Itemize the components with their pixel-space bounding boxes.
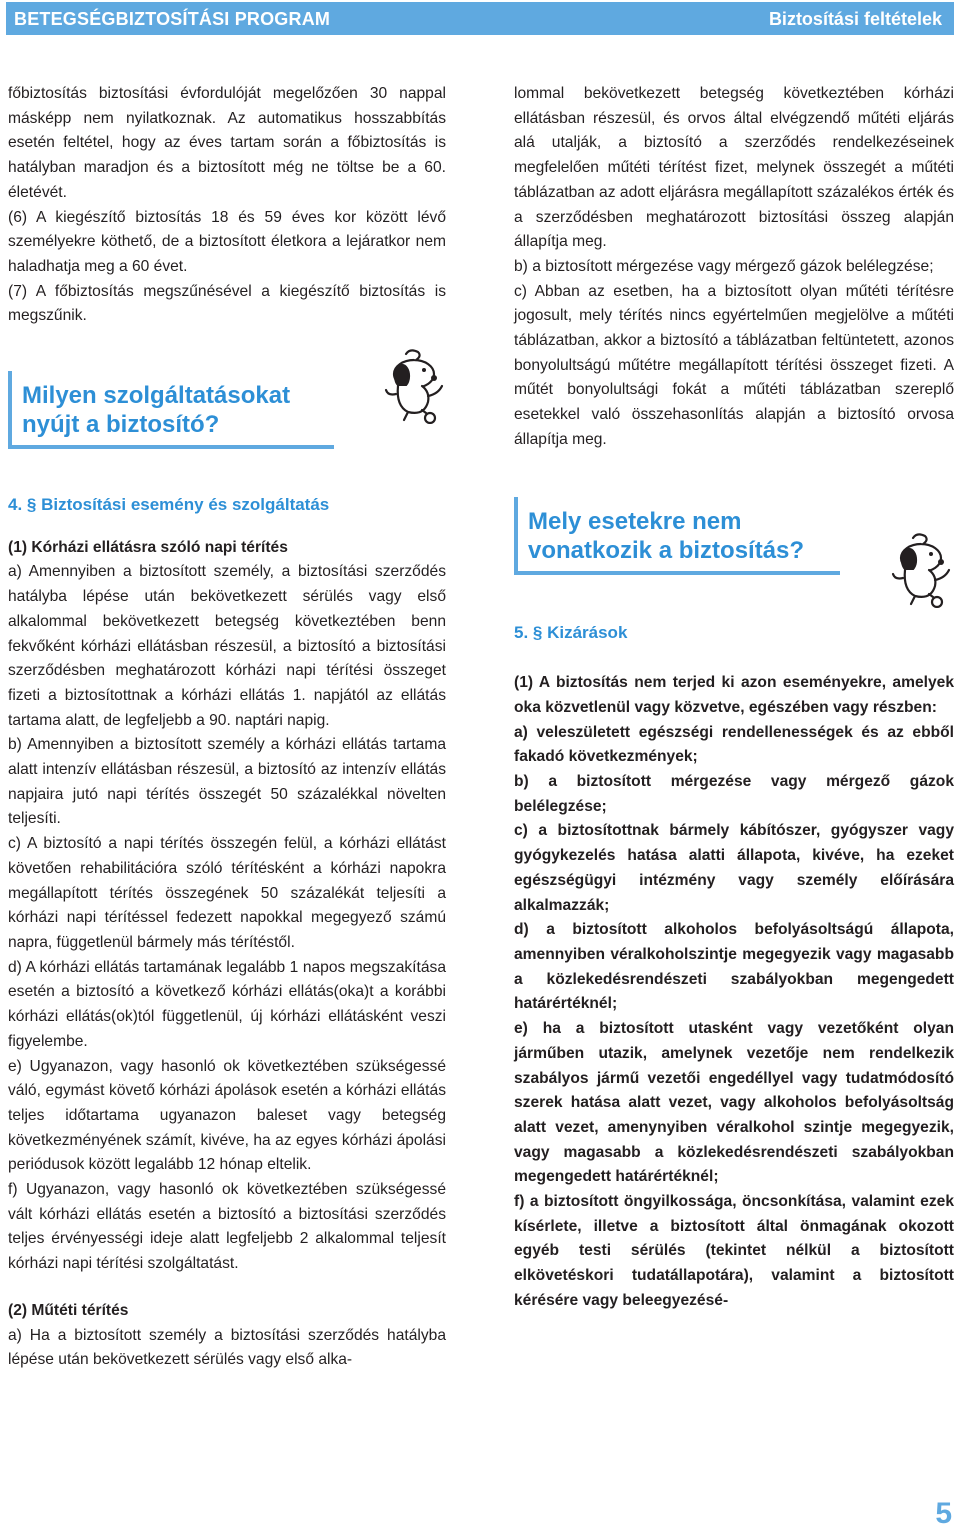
- exclusions-list: [514, 671, 954, 1313]
- page-header: [6, 2, 954, 35]
- paragraph: lommal bekövetkezett betegség következtében kórházi ellátásban részesül, és orvos által elvégzendő műtéti eljárás alá utalják, a biztosító a szerződés rendelkezéseinek megfelelően műtéti térítést fizet, melynek összegét a műtéti táblázatban az adott eljárásra megállapított százalékos érték és a szerződésben meghatározott biztosítási összeg alapján állapítja meg.: [514, 85, 954, 251]
- subsection-title: (2) Műtéti térítés: [8, 1301, 129, 1319]
- section-heading-box: Milyen szolgáltatásokat nyújt a biztosító?: [8, 371, 334, 449]
- list-item: a) veleszületett egészségi rendellenességek és az ebből fakadó következmények;: [514, 723, 954, 766]
- paragraph: a) Ha a biztosított személy a biztosítási szerződés hatályba lépése után bekövetkezett sérülés vagy első alka-: [8, 1326, 446, 1369]
- paragraph: c) A biztosító a napi térítés összegén felül, a kórházi ellátást követően rehabilitációra szóló térítésként a kórházi napokra megállapított térítés összegének 50 százalékát teljesíti a kórházi napi térítéssel fedezett napokkal megegyező számú napra, függetlenül bármely más térítéstől.: [8, 835, 446, 951]
- left-column: [8, 82, 446, 1373]
- paragraph: a) Amennyiben a biztosított személy, a biztosítási szerződés hatályba lépése után bekövetkezett sérülés vagy első alkalommal bekövetkezett betegség következtében benn fekvőként kórházi ellátásban részesül, a biztosító a biztosítási szerződésben meghatározott kórházi napi térítési összeget fizeti a biztosítottnak a kórházi ellátás 1. napjától az ellátás tartama alatt, de legfeljebb a 90. naptári napig.: [8, 563, 446, 729]
- section-title: 5. § Kizárások: [514, 622, 628, 642]
- section-title-header: Biztosítási feltételek: [768, 9, 942, 29]
- subsection-title: (1) Kórházi ellátásra szóló napi térítés: [8, 538, 288, 556]
- paragraph: (7) A főbiztosítás megszűnésével a kiegészítő biztosítás is megszűnik.: [8, 282, 446, 325]
- paragraph: f) Ugyanazon, vagy hasonló ok következtében szükségessé vált kórházi ellátás esetén a biztosító a biztosítási szerződés teljes érvényességi ideje alatt legfeljebb 2 alkalommal teljesít kórházi napi térítési szolgáltatást.: [8, 1181, 446, 1273]
- paragraph: b) a biztosított mérgezése vagy mérgező gázok belélegzése;: [514, 257, 934, 275]
- paragraph: e) Ugyanazon, vagy hasonló ok következtében szükségessé váló, egymást követő kórházi ápolások esetén a kórházi ellátás teljes időtartama ugyanazon baleset vagy betegség következményének számít, kivéve, ha az egyes kórházi ápolási periódusok között legalább 12 hónap eltelik.: [8, 1057, 446, 1174]
- paragraph: főbiztosítás biztosítási évfordulóját megelőzően 30 nappal másképp nem nyilatkoznak. Az automatikus hosszabbítás esetén feltétel, hogy az éves tartam során a főbiztosítás is hatályban maradjon és a biztosított még ne töltse be a 60. életévét.: [8, 85, 446, 201]
- right-column: [514, 82, 954, 1314]
- mascot-dog-icon: [378, 346, 450, 424]
- paragraph: (6) A kiegészítő biztosítás 18 és 59 éves kor között lévő személyekre köthető, de a biztosított életkora a lejáratkor nem haladhatja meg a 60 évet.: [8, 208, 446, 275]
- list-item: c) a biztosítottnak bármely kábítószer, gyógyszer vagy gyógykezelés hatása alatti állapota, kivéve, ha ezeket egészségügyi intézmény vagy személy előírására alkalmazzák;: [514, 822, 954, 914]
- paragraph: b) Amennyiben a biztosított személy a kórházi ellátás tartama alatt intenzív ellátásban részesül, a biztosító az intenzív ellátás napjaira jutó napi térítés összegét 50 százalékkal növelten teljesíti.: [8, 736, 446, 828]
- page-number: 5: [935, 1497, 952, 1530]
- mascot-dog-icon: [885, 530, 957, 608]
- list-item: d) a biztosított alkoholos befolyásoltságú állapota, amennyiben véralkoholszintje megegyezik vagy magasabb a közlekedésrendészeti szabályokban megengedett határértéknél;: [514, 921, 954, 1013]
- list-item: f) a biztosított öngyilkossága, öncsonkítása, valamint ezek kísérlete, illetve a biztosított által önmagának okozott egyéb testi sérülés (tekintet nélkül a biztosított elkövetéskori tudatállapotára), valamint a biztosított kérésére vagy beleegyezésé-: [514, 1193, 954, 1309]
- paragraph: d) A kórházi ellátás tartamának legalább 1 napos megszakítása esetén a biztosító a következő kórházi ellátás(oka)t a korábbi kórházi ellátás(ok)tól függetlenül, új kórházi ellátásként veszi figyelembe.: [8, 958, 446, 1050]
- list-item: (1) A biztosítás nem terjed ki azon eseményekre, amelyek oka közvetlenül vagy közvetve, egészében vagy részben:: [514, 674, 954, 716]
- paragraph: c) Abban az esetben, ha a biztosított olyan műtéti térítésre jogosult, mely térítés nincs egyértelműen megjelölve a műtéti táblázatban, akkor a biztosító a táblázatban feltüntetett, azonos bonyolultságú műtétre megállapított térítési összeget fizeti. A műtét bonyolultsági fokát a műtéti táblázatban szereplő esetekkel való összehasonlítás alapján a biztosító orvosa állapítja meg.: [514, 282, 954, 448]
- program-title: BETEGSÉGBIZTOSÍTÁSI PROGRAM: [14, 9, 331, 29]
- list-item: b) a biztosított mérgezése vagy mérgező gázok belélegzése;: [514, 773, 954, 815]
- section-title: 4. § Biztosítási esemény és szolgáltatás: [8, 495, 330, 515]
- list-item: e) ha a biztosított utasként vagy vezetőként olyan járműben utazik, amelynek vezetője nem rendelkezik szabályos jármű vezetői engedéllyel vagy tudatmódosító szerek hatása alatt vezet, vagy alkoholos befolyásoltság alatt vezet, amenynyiben véralkohol szintje megegyezik, vagy magasabb a közlekedésrendészeti szabályokban megengedett határértéknél;: [514, 1020, 954, 1186]
- section-heading-box: Mely esetekre nem vonatkozik a biztosítás?: [514, 497, 840, 575]
